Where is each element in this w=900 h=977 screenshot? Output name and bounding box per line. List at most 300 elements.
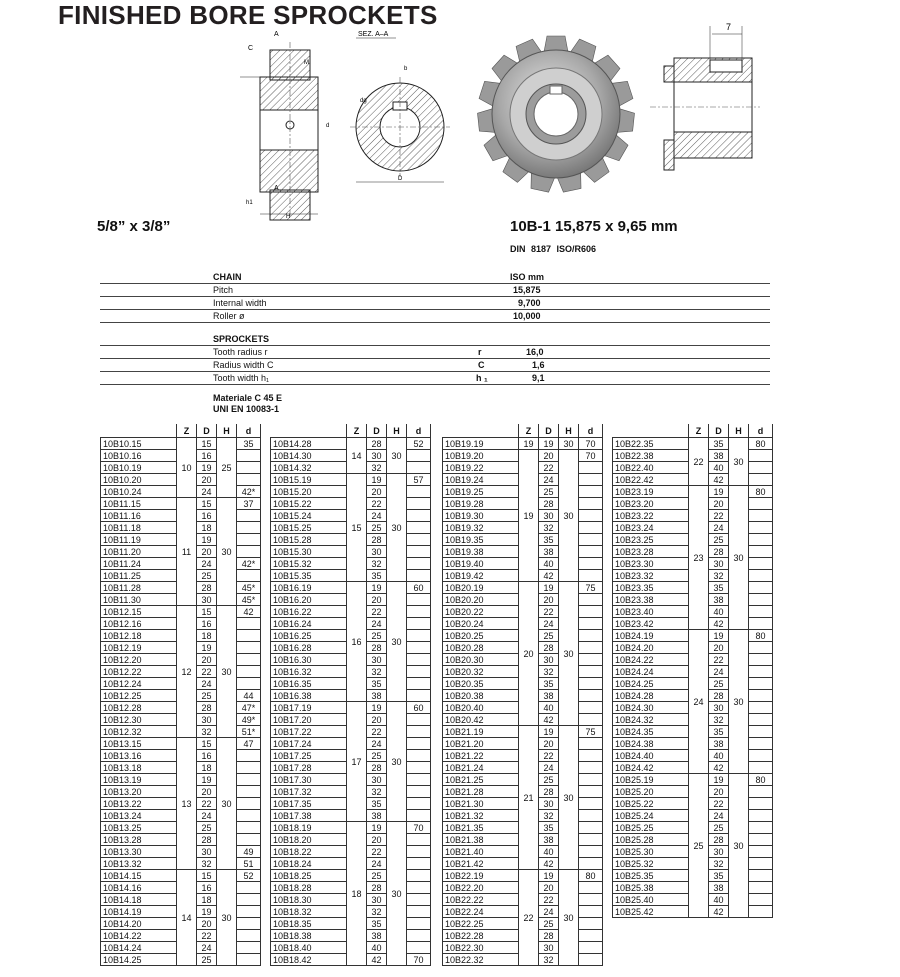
hub-diameter	[407, 858, 431, 870]
hub-diameter: 47*	[237, 702, 261, 714]
hub-length: 30	[559, 726, 579, 870]
bore-diameter: 28	[367, 642, 387, 654]
part-code: 10B20.22	[443, 606, 519, 618]
bore-diameter: 20	[709, 786, 729, 798]
teeth-count: 23	[689, 486, 709, 630]
part-code: 10B18.25	[271, 870, 347, 882]
part-code: 10B19.35	[443, 534, 519, 546]
hub-diameter	[407, 774, 431, 786]
bore-diameter: 16	[197, 450, 217, 462]
hub-diameter: 80	[749, 486, 773, 498]
sprocket-table-2	[270, 424, 431, 966]
hub-length: 30	[559, 450, 579, 582]
teeth-count: 11	[177, 498, 197, 606]
bore-diameter: 20	[367, 486, 387, 498]
hub-length: 30	[729, 438, 749, 486]
bore-diameter: 24	[539, 474, 559, 486]
bore-diameter: 22	[367, 498, 387, 510]
hub-diameter	[749, 786, 773, 798]
svg-text:A: A	[274, 31, 279, 38]
hub-diameter	[237, 462, 261, 474]
part-code: 10B14.20	[101, 918, 177, 930]
part-code: 10B11.20	[101, 546, 177, 558]
hub-diameter	[749, 882, 773, 894]
bore-diameter: 42	[709, 474, 729, 486]
part-code: 10B25.40	[613, 894, 689, 906]
bore-diameter: 16	[197, 750, 217, 762]
sprocket-photo	[476, 14, 646, 210]
part-code: 10B18.35	[271, 918, 347, 930]
hub-diameter: 75	[579, 582, 603, 594]
part-code: 10B20.32	[443, 666, 519, 678]
part-code: 10B12.20	[101, 654, 177, 666]
teeth-count: 16	[347, 582, 367, 702]
part-code: 10B17.38	[271, 810, 347, 822]
hub-diameter	[579, 618, 603, 630]
svg-text:7: 7	[726, 22, 732, 32]
part-code: 10B21.19	[443, 726, 519, 738]
bore-diameter: 28	[539, 498, 559, 510]
svg-text:d: d	[326, 123, 330, 129]
teeth-count: 19	[519, 438, 539, 450]
part-code: 10B14.18	[101, 894, 177, 906]
part-code: 10B11.28	[101, 582, 177, 594]
bore-diameter: 32	[367, 666, 387, 678]
header-blank	[271, 424, 347, 438]
hub-diameter	[579, 606, 603, 618]
hub-diameter	[237, 678, 261, 690]
bore-diameter: 40	[539, 846, 559, 858]
part-code: 10B11.25	[101, 570, 177, 582]
bore-diameter: 32	[367, 558, 387, 570]
hub-diameter	[579, 690, 603, 702]
bore-diameter: 25	[709, 534, 729, 546]
bore-diameter: 15	[197, 498, 217, 510]
table-row	[101, 438, 261, 450]
part-code: 10B23.20	[613, 498, 689, 510]
bore-diameter: 18	[197, 522, 217, 534]
hub-diameter	[579, 654, 603, 666]
header-blank	[613, 424, 689, 438]
part-code: 10B10.15	[101, 438, 177, 450]
column-header: H	[217, 424, 237, 438]
bore-diameter: 35	[539, 822, 559, 834]
hub-diameter	[749, 594, 773, 606]
part-code: 10B19.32	[443, 522, 519, 534]
hub-section-drawing	[650, 18, 760, 188]
hub-length: 30	[387, 702, 407, 822]
hub-diameter	[579, 678, 603, 690]
hub-diameter: 51*	[237, 726, 261, 738]
header-blank	[101, 424, 177, 438]
part-code: 10B22.40	[613, 462, 689, 474]
part-code: 10B20.28	[443, 642, 519, 654]
bore-diameter: 19	[197, 642, 217, 654]
hub-diameter	[237, 810, 261, 822]
part-code: 10B14.19	[101, 906, 177, 918]
hub-diameter: 49	[237, 846, 261, 858]
bore-diameter: 28	[367, 882, 387, 894]
bore-diameter: 24	[367, 618, 387, 630]
part-code: 10B23.32	[613, 570, 689, 582]
bore-diameter: 22	[367, 846, 387, 858]
hub-diameter	[579, 714, 603, 726]
column-header: D	[367, 424, 387, 438]
bore-diameter: 42	[539, 858, 559, 870]
bore-diameter: 32	[709, 714, 729, 726]
bore-diameter: 28	[197, 834, 217, 846]
bore-diameter: 38	[709, 450, 729, 462]
bore-diameter: 24	[539, 906, 559, 918]
hub-diameter	[749, 606, 773, 618]
part-code: 10B17.30	[271, 774, 347, 786]
hub-diameter	[579, 762, 603, 774]
bore-diameter: 24	[197, 678, 217, 690]
hub-diameter	[237, 774, 261, 786]
hub-diameter	[407, 570, 431, 582]
hub-diameter	[749, 462, 773, 474]
part-code: 10B24.35	[613, 726, 689, 738]
hub-diameter: 37	[237, 498, 261, 510]
bore-diameter: 22	[709, 654, 729, 666]
chain-header: CHAIN	[213, 272, 242, 282]
technical-drawing	[230, 22, 462, 222]
part-code: 10B25.42	[613, 906, 689, 918]
bore-diameter: 19	[367, 582, 387, 594]
hub-length: 30	[217, 738, 237, 870]
bore-diameter: 19	[709, 774, 729, 786]
part-code: 10B18.32	[271, 906, 347, 918]
part-code: 10B25.19	[613, 774, 689, 786]
hub-diameter	[407, 654, 431, 666]
part-code: 10B16.38	[271, 690, 347, 702]
hub-diameter	[237, 882, 261, 894]
hub-diameter	[237, 510, 261, 522]
hub-diameter	[749, 618, 773, 630]
part-code: 10B11.15	[101, 498, 177, 510]
dimension-mm: 10B-1 15,875 x 9,65 mm	[510, 218, 678, 235]
part-code: 10B17.19	[271, 702, 347, 714]
teeth-count: 14	[347, 438, 367, 474]
hub-diameter	[407, 750, 431, 762]
hub-diameter	[749, 714, 773, 726]
bore-diameter: 19	[539, 726, 559, 738]
bore-diameter: 24	[197, 558, 217, 570]
part-code: 10B13.22	[101, 798, 177, 810]
hub-diameter	[237, 666, 261, 678]
column-header: Z	[177, 424, 197, 438]
bore-diameter: 19	[539, 582, 559, 594]
column-header: Z	[689, 424, 709, 438]
hub-diameter	[237, 942, 261, 954]
part-code: 10B21.38	[443, 834, 519, 846]
hub-length: 30	[729, 630, 749, 774]
bore-diameter: 20	[539, 594, 559, 606]
hub-diameter	[237, 822, 261, 834]
hub-diameter	[749, 690, 773, 702]
part-code: 10B19.42	[443, 570, 519, 582]
bore-diameter: 28	[367, 534, 387, 546]
hub-diameter	[579, 462, 603, 474]
part-code: 10B22.24	[443, 906, 519, 918]
hub-diameter	[579, 498, 603, 510]
hub-diameter	[407, 930, 431, 942]
hub-diameter: 60	[407, 582, 431, 594]
hub-diameter	[749, 870, 773, 882]
table-row	[271, 702, 431, 714]
part-code: 10B12.25	[101, 690, 177, 702]
table-row	[443, 726, 603, 738]
table-row	[101, 870, 261, 882]
column-header: d	[749, 424, 773, 438]
part-code: 10B12.19	[101, 642, 177, 654]
hub-length: 30	[217, 606, 237, 738]
hub-diameter	[579, 546, 603, 558]
column-header: H	[559, 424, 579, 438]
hub-length: 30	[559, 582, 579, 726]
part-code: 10B22.35	[613, 438, 689, 450]
page-title: FINISHED BORE SPROCKETS	[58, 0, 438, 30]
bore-diameter: 20	[197, 546, 217, 558]
hub-diameter: 70	[579, 450, 603, 462]
hub-diameter	[407, 738, 431, 750]
hub-diameter	[237, 750, 261, 762]
teeth-count: 25	[689, 774, 709, 918]
bore-diameter: 24	[709, 810, 729, 822]
bore-diameter: 20	[539, 450, 559, 462]
hub-diameter: 80	[749, 630, 773, 642]
bore-diameter: 42	[367, 954, 387, 966]
hub-diameter	[237, 630, 261, 642]
bore-diameter: 24	[197, 810, 217, 822]
hub-diameter	[407, 918, 431, 930]
bore-diameter: 35	[709, 582, 729, 594]
svg-text:b: b	[404, 66, 408, 72]
part-code: 10B23.30	[613, 558, 689, 570]
hub-diameter	[407, 606, 431, 618]
part-code: 10B25.25	[613, 822, 689, 834]
hub-diameter	[237, 654, 261, 666]
header-blank	[443, 424, 519, 438]
hub-diameter: 60	[407, 702, 431, 714]
part-code: 10B13.30	[101, 846, 177, 858]
hub-length: 25	[217, 438, 237, 498]
bore-diameter: 22	[709, 798, 729, 810]
bore-diameter: 19	[539, 870, 559, 882]
hub-diameter: 80	[749, 438, 773, 450]
table-row	[443, 450, 603, 462]
part-code: 10B24.38	[613, 738, 689, 750]
hub-diameter	[579, 666, 603, 678]
hub-diameter	[579, 918, 603, 930]
hub-diameter: 42	[237, 606, 261, 618]
hub-diameter	[579, 846, 603, 858]
hub-diameter	[749, 798, 773, 810]
column-header: H	[387, 424, 407, 438]
table-row	[101, 498, 261, 510]
hub-diameter	[579, 894, 603, 906]
teeth-count: 24	[689, 630, 709, 774]
part-code: 10B15.32	[271, 558, 347, 570]
part-code: 10B15.35	[271, 570, 347, 582]
part-code: 10B22.42	[613, 474, 689, 486]
part-code: 10B18.20	[271, 834, 347, 846]
table-row	[613, 630, 773, 642]
bore-diameter: 25	[197, 822, 217, 834]
part-code: 10B25.24	[613, 810, 689, 822]
bore-diameter: 30	[197, 846, 217, 858]
column-header: Z	[519, 424, 539, 438]
part-code: 10B16.25	[271, 630, 347, 642]
hub-diameter	[407, 546, 431, 558]
table-row	[271, 582, 431, 594]
hub-diameter	[749, 822, 773, 834]
table-row	[271, 438, 431, 450]
bore-diameter: 19	[197, 774, 217, 786]
hub-diameter	[407, 534, 431, 546]
part-code: 10B12.28	[101, 702, 177, 714]
hub-diameter	[407, 846, 431, 858]
bore-diameter: 20	[197, 786, 217, 798]
part-code: 10B12.24	[101, 678, 177, 690]
part-code: 10B14.15	[101, 870, 177, 882]
hub-diameter: 70	[407, 822, 431, 834]
hub-diameter	[407, 906, 431, 918]
part-code: 10B25.32	[613, 858, 689, 870]
hub-diameter: 45*	[237, 594, 261, 606]
bore-diameter: 35	[709, 438, 729, 450]
svg-text:C: C	[248, 45, 254, 52]
hub-diameter	[407, 690, 431, 702]
bore-diameter: 22	[197, 930, 217, 942]
part-code: 10B14.16	[101, 882, 177, 894]
part-code: 10B16.28	[271, 642, 347, 654]
teeth-count: 14	[177, 870, 197, 966]
part-code: 10B20.40	[443, 702, 519, 714]
part-code: 10B20.42	[443, 714, 519, 726]
part-code: 10B18.40	[271, 942, 347, 954]
bore-diameter: 25	[197, 570, 217, 582]
hub-diameter	[407, 450, 431, 462]
bore-diameter: 22	[197, 798, 217, 810]
hub-diameter: 49*	[237, 714, 261, 726]
bore-diameter: 30	[539, 942, 559, 954]
part-code: 10B23.38	[613, 594, 689, 606]
bore-diameter: 20	[197, 654, 217, 666]
hub-diameter	[237, 474, 261, 486]
table-row	[443, 438, 603, 450]
hub-diameter	[749, 510, 773, 522]
bore-diameter: 38	[539, 834, 559, 846]
bore-diameter: 22	[197, 666, 217, 678]
part-code: 10B14.24	[101, 942, 177, 954]
part-code: 10B18.30	[271, 894, 347, 906]
bore-diameter: 20	[539, 738, 559, 750]
teeth-count: 17	[347, 702, 367, 822]
sprocket-row: Radius width C C 1,6	[100, 359, 770, 372]
hub-diameter	[407, 762, 431, 774]
bore-diameter: 24	[367, 738, 387, 750]
chain-row: Roller ø 10,000	[100, 310, 770, 323]
bore-diameter: 40	[709, 462, 729, 474]
bore-diameter: 19	[367, 702, 387, 714]
bore-diameter: 20	[709, 642, 729, 654]
bore-diameter: 40	[709, 894, 729, 906]
part-code: 10B15.30	[271, 546, 347, 558]
hub-diameter	[749, 582, 773, 594]
part-code: 10B13.20	[101, 786, 177, 798]
hub-diameter	[237, 786, 261, 798]
part-code: 10B21.22	[443, 750, 519, 762]
svg-text:H: H	[286, 214, 291, 220]
hub-diameter	[237, 570, 261, 582]
hub-diameter	[407, 630, 431, 642]
teeth-count: 12	[177, 606, 197, 738]
part-code: 10B13.15	[101, 738, 177, 750]
table-row	[613, 774, 773, 786]
bore-diameter: 25	[367, 522, 387, 534]
hub-diameter	[749, 834, 773, 846]
teeth-count: 22	[519, 870, 539, 966]
bore-diameter: 16	[197, 510, 217, 522]
part-code: 10B22.25	[443, 918, 519, 930]
part-code: 10B16.19	[271, 582, 347, 594]
bore-diameter: 22	[539, 750, 559, 762]
column-header: d	[237, 424, 261, 438]
hub-diameter	[237, 642, 261, 654]
chain-header-row	[100, 271, 770, 284]
bore-diameter: 15	[197, 606, 217, 618]
bore-diameter: 22	[539, 462, 559, 474]
part-code: 10B21.32	[443, 810, 519, 822]
part-code: 10B22.38	[613, 450, 689, 462]
part-code: 10B23.22	[613, 510, 689, 522]
part-code: 10B13.24	[101, 810, 177, 822]
bore-diameter: 32	[197, 858, 217, 870]
bore-diameter: 32	[367, 906, 387, 918]
part-code: 10B15.24	[271, 510, 347, 522]
bore-diameter: 15	[197, 870, 217, 882]
part-code: 10B21.25	[443, 774, 519, 786]
bore-diameter: 20	[709, 498, 729, 510]
part-code: 10B15.22	[271, 498, 347, 510]
hub-diameter: 42*	[237, 558, 261, 570]
hub-diameter	[237, 450, 261, 462]
part-code: 10B23.40	[613, 606, 689, 618]
sprocket-table-4	[612, 424, 773, 918]
part-code: 10B16.35	[271, 678, 347, 690]
svg-text:SEZ. A–A: SEZ. A–A	[358, 31, 389, 38]
svg-text:D: D	[398, 176, 403, 182]
hub-diameter	[407, 642, 431, 654]
part-code: 10B11.30	[101, 594, 177, 606]
bore-diameter: 38	[367, 810, 387, 822]
hub-length: 30	[217, 498, 237, 606]
bore-diameter: 42	[709, 906, 729, 918]
hub-length: 30	[387, 474, 407, 582]
part-code: 10B18.22	[271, 846, 347, 858]
bore-diameter: 32	[367, 462, 387, 474]
hub-diameter	[237, 894, 261, 906]
hub-diameter	[407, 798, 431, 810]
hub-diameter: 80	[749, 774, 773, 786]
part-code: 10B22.30	[443, 942, 519, 954]
bore-diameter: 25	[539, 630, 559, 642]
teeth-count: 19	[519, 450, 539, 582]
column-header: D	[709, 424, 729, 438]
part-code: 10B19.28	[443, 498, 519, 510]
part-code: 10B25.30	[613, 846, 689, 858]
